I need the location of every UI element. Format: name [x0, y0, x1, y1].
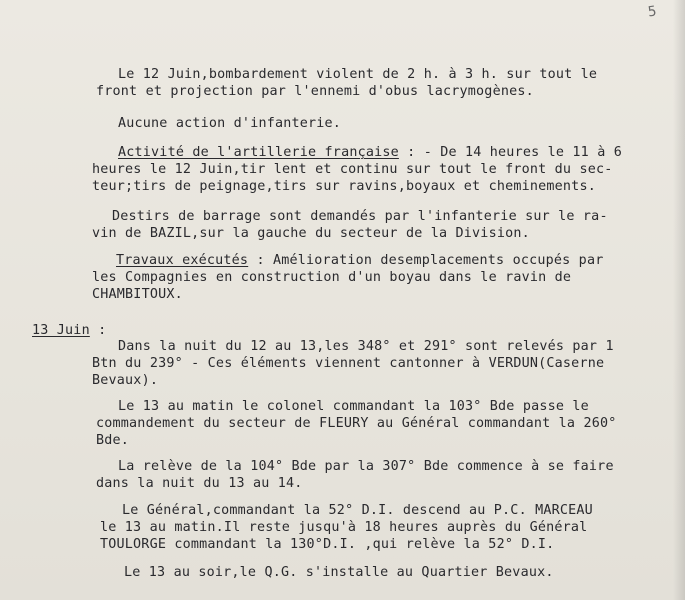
- paragraph-4-line-1: Destirs de barrage sont demandés par l'infanterie sur le ra-: [112, 209, 608, 224]
- paragraph-9-line-3: TOULORGE commandant la 130°D.I. ,qui relève la 52° D.I.: [100, 537, 555, 552]
- paragraph-8-line-2: dans la nuit du 13 au 14.: [96, 476, 303, 491]
- paragraph-9-line-1: Le Général,commandant la 52° D.I. descend au P.C. MARCEAU: [122, 503, 593, 518]
- date-heading: [32, 322, 106, 339]
- paragraph-4-line-2: vin de BAZIL,sur la gauche du secteur de la Division.: [92, 226, 530, 241]
- paragraph-7-line-2: commandement du secteur de FLEURY au Général commandant la 260°: [96, 416, 617, 431]
- artillery-heading: Activité de l'artillerie française: [118, 145, 399, 160]
- paragraph-7-line-3: Bde.: [96, 433, 130, 448]
- paragraph-3-line-2: heures le 12 Juin,tir lent et continu sur tout le front du sec-: [92, 162, 613, 177]
- paragraph-3-line-3: teur;tirs de peignage,tirs sur ravins,boyaux et cheminements.: [92, 179, 596, 194]
- works-heading-rest: : Amélioration desemplacements occupés par: [248, 253, 604, 268]
- page-number: 5: [646, 3, 658, 21]
- paragraph-6-line-2: Btn du 239° - Ces éléments viennent cantonner à VERDUN(Caserne: [92, 356, 605, 371]
- paragraph-3-line-1: [118, 144, 622, 161]
- paragraph-1-line-2: front et projection par l'ennemi d'obus lacrymogènes.: [96, 84, 534, 99]
- artillery-heading-rest: : - De 14 heures le 11 à 6: [398, 145, 622, 160]
- date-heading-text: 13 Juin: [32, 323, 90, 338]
- page-edge-shadow: [673, 0, 685, 600]
- paragraph-5-line-3: CHAMBITOUX.: [92, 287, 183, 302]
- paragraph-6-line-1: Dans la nuit du 12 au 13,les 348° et 291° sont relevés par 1: [118, 339, 614, 354]
- paragraph-9-line-2: le 13 au matin.Il reste jusqu'à 18 heures auprès du Général: [100, 520, 588, 535]
- paragraph-10: Le 13 au soir,le Q.G. s'installe au Quartier Bevaux.: [124, 565, 554, 580]
- date-heading-colon: :: [89, 323, 107, 338]
- paragraph-8-line-1: La relève de la 104° Bde par la 307° Bde commence à se faire: [118, 459, 614, 474]
- paragraph-6-line-3: Bevaux).: [92, 373, 159, 388]
- paragraph-1-line-1: Le 12 Juin,bombardement violent de 2 h. à 3 h. sur tout le: [118, 67, 598, 82]
- paragraph-5-line-2: les Compagnies en construction d'un boyau dans le ravin de: [92, 270, 572, 285]
- paragraph-7-line-1: Le 13 au matin le colonel commandant la 103° Bde passe le: [118, 399, 589, 414]
- works-heading: Travaux exécutés: [116, 253, 249, 268]
- paragraph-5-line-1: [116, 252, 603, 269]
- paragraph-2: Aucune action d'infanterie.: [118, 116, 342, 131]
